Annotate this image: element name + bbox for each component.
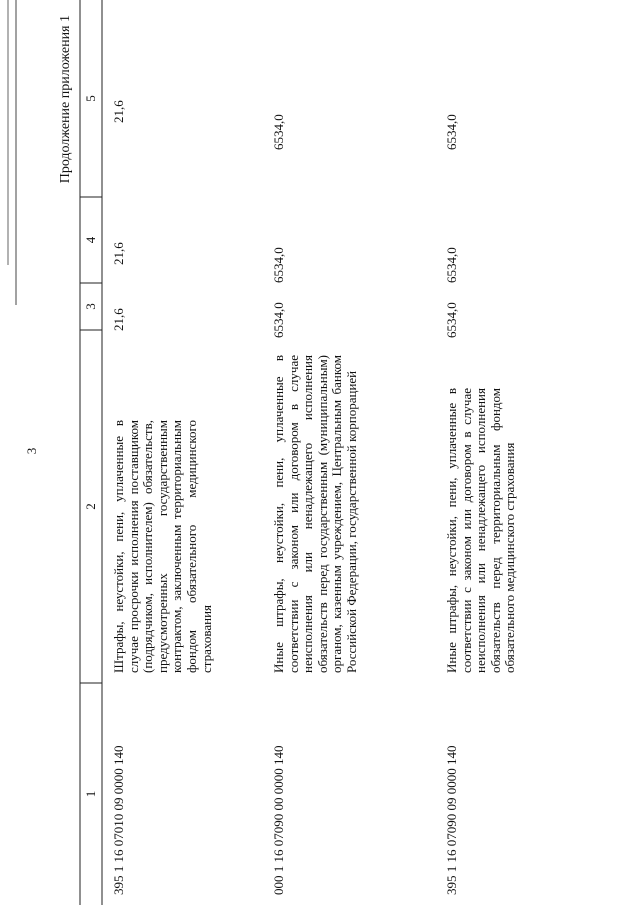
row-3-col3-value: 6534,0 (444, 302, 459, 338)
row-3-col4-value: 6534,0 (444, 247, 459, 283)
row-2-code: 000 1 16 07090 00 0000 140 (271, 745, 286, 895)
column-header-4: 4 (83, 236, 98, 244)
row-1-col4-value: 21,6 (111, 242, 126, 265)
row-1-description: Штрафы, неустойки, пени, уплаченные в случае просрочки исполнения поставщиком (подрядчиком, исполнителем) обязательств, предусмотренных государственным контрактом, заключенным территориальным фондом обязательного медицинского страхования (111, 420, 214, 673)
row-3-col5-value: 6534,0 (444, 114, 459, 150)
column-header-5: 5 (83, 95, 98, 102)
column-header-3: 3 (83, 303, 98, 310)
row-3-description: Иные штрафы, неустойки, пени, уплаченные в соответствии с законом или договором в случае неисполнения или ненадлежащего исполнения обязательств перед территориальным фондом обязательного медицинского страхования (444, 388, 518, 673)
page-number: 3 (24, 447, 39, 455)
row-2-col4-value: 6534,0 (271, 247, 286, 283)
row-2-description: Иные штрафы, неустойки, пени, уплаченные в соответствии с законом или договором в случае неисполнения или ненадлежащего исполнения обязательств перед государственным (муниципальным) органом, казенным учреждением, Центральным банком Российской Федерации, государственной корпорацией (271, 355, 359, 673)
appendix-caption: Продолжение приложения 1 (58, 15, 73, 184)
row-1-code: 395 1 16 07010 09 0000 140 (111, 745, 126, 895)
column-header-2: 2 (83, 503, 98, 510)
row-1-col5-value: 21,6 (111, 100, 126, 123)
row-2-col3-value: 6534,0 (271, 302, 286, 338)
column-header-1: 1 (83, 790, 98, 798)
row-3-code: 395 1 16 07090 09 0000 140 (444, 745, 459, 895)
row-2-col5-value: 6534,0 (271, 114, 286, 150)
row-1-col3-value: 21,6 (111, 308, 126, 331)
